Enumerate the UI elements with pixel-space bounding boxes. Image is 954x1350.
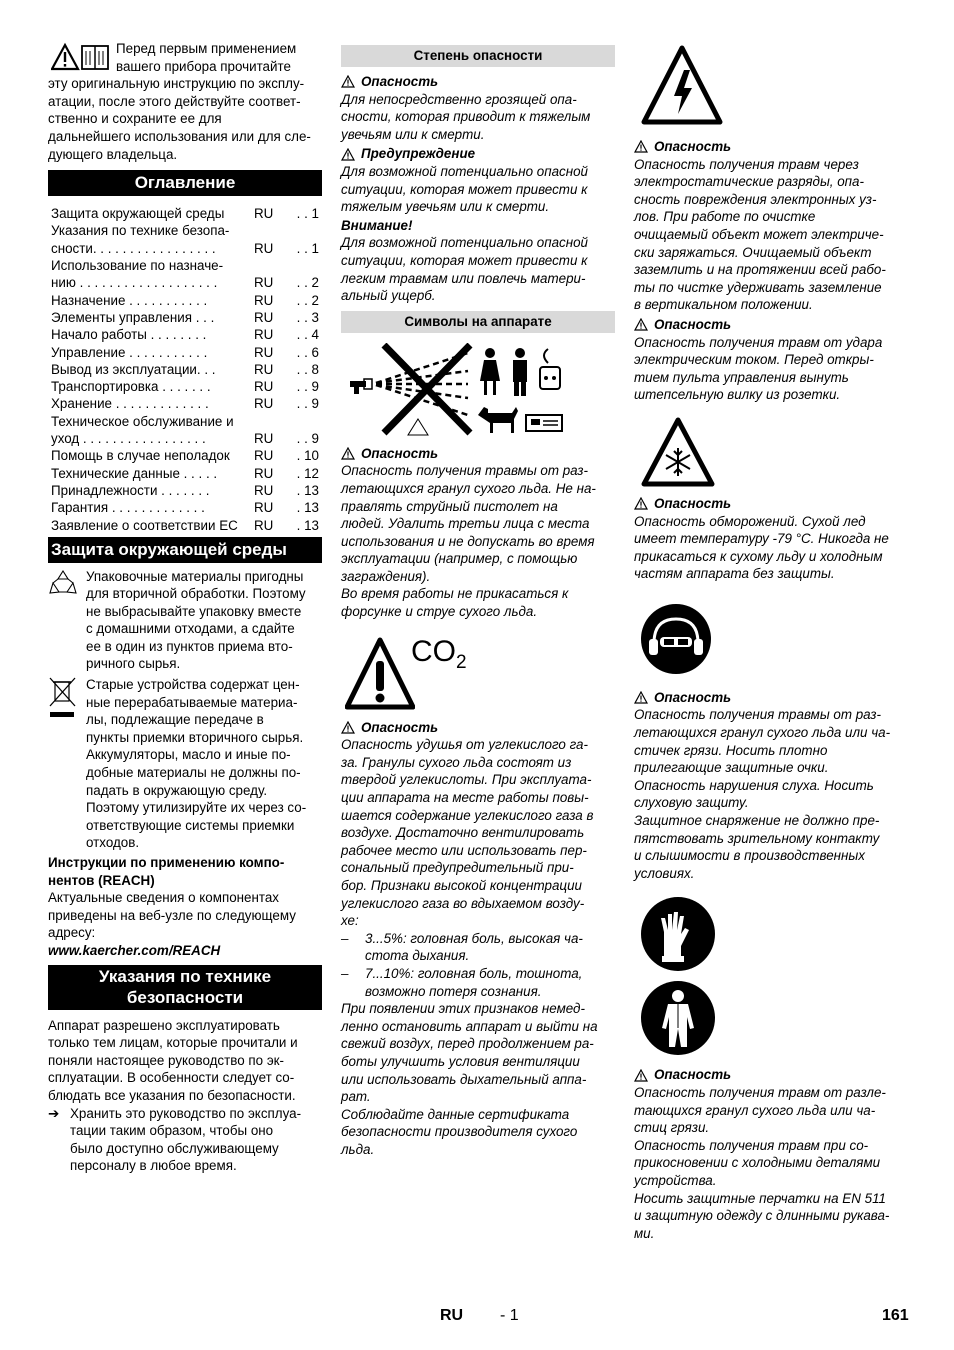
danger-level-item (341, 217, 615, 305)
toc-lang: RU (254, 361, 274, 377)
text-line: устройства. (634, 1172, 717, 1188)
text-line: Актуальные сведения о компонентах (48, 890, 280, 906)
co2-warning-icon (345, 635, 615, 717)
toc-page: . . 9 (296, 379, 319, 395)
toc-row[interactable] (48, 310, 322, 326)
text-line: не выбрасывайте упаковку вместе (86, 603, 302, 619)
text-line: ции аппарата на месте работы повы- (341, 790, 589, 806)
text-line: Старые устройства содержат цен- (86, 677, 300, 693)
text-line: ричного сырья. (86, 656, 181, 672)
toc-title: Начало работы . . . . . . . . (51, 327, 207, 343)
toc-page: . . 2 (296, 275, 319, 291)
toc-title: Техническое обслуживание и (51, 413, 234, 429)
text-line: летающихся гранул сухого льда. Не на- (341, 480, 596, 496)
toc-title: Использование по назначе- (51, 258, 224, 274)
symbol-warning (341, 719, 615, 930)
toc-heading: Оглавление (48, 170, 322, 196)
column-left (48, 40, 322, 1175)
intro-line: вашего прибора прочитайте (116, 58, 291, 74)
warning-label (634, 1066, 910, 1084)
reach-heading: Инструкции по применению компо- (48, 855, 285, 870)
text-line: увечьям или к смерти. (341, 126, 485, 142)
warning-label-text: Опасность (654, 495, 732, 511)
text-line: бор. Признаки высокой концентрации (341, 878, 582, 893)
toc-title: Указания по технике безопа- (51, 223, 230, 239)
text-line: прикасаться к сухому льду и холодным (634, 548, 883, 564)
warning-triangle-icon (341, 721, 355, 734)
warning-label-text: Опасность (654, 1067, 732, 1083)
page-number: 161 (882, 1307, 909, 1324)
toc-page: . 13 (296, 482, 319, 498)
warning-label-text: Предупреждение (361, 146, 476, 162)
warning-label (341, 445, 615, 463)
text-line: Опасность получения травм через (634, 156, 859, 172)
text-line: Опасность удушья от углекислого га- (341, 737, 588, 753)
footer-subpage (500, 1307, 519, 1325)
text-line: рат. (341, 1089, 371, 1105)
toc-title: нию . . . . . . . . . . . . . . . . . . . (51, 275, 218, 291)
text-line: только тем лицам, которые прочитали и (48, 1035, 298, 1051)
toc-lang: RU (254, 465, 274, 481)
reach-heading: нентов (REACH) (48, 872, 155, 888)
warning-label-text: Опасность (361, 719, 439, 735)
weee-block (48, 676, 322, 852)
text-line: и слышимости в производственных (634, 848, 865, 864)
warning-label (341, 719, 615, 737)
text-line: тием пульта управления вынуть (634, 369, 849, 385)
text-line: льда. (341, 1141, 375, 1157)
toc-lang: RU (254, 275, 274, 291)
text-line: ты по чистке удерживать заземление (634, 279, 882, 295)
text-line: в вертикальном положении. (634, 297, 813, 313)
text-line: сплуатации. В особенности следует со- (48, 1070, 295, 1086)
symbol-warning (634, 1066, 910, 1242)
toc-title: уход . . . . . . . . . . . . . . . . . (51, 431, 206, 447)
text-line: Опасность обморожений. Сухой лед (634, 513, 866, 529)
toc-title: Гарантия . . . . . . . . . . . . . (51, 500, 205, 516)
toc-title: Помощь в случае неполадок (51, 448, 230, 464)
warning-label-text: Опасность (654, 139, 732, 154)
text-line: использования и не допускать во время (341, 533, 595, 549)
text-line: блюдать все указания по безопасности. (48, 1087, 296, 1103)
toc-row[interactable] (48, 500, 322, 516)
text-line: заземлить и на протяжении всей рабо- (634, 262, 886, 278)
text-line: Хранить это руководство по эксплуа- (70, 1105, 302, 1121)
toc-row[interactable] (48, 414, 322, 430)
dash-item (341, 965, 615, 1000)
toc-title: Принадлежности . . . . . . . (51, 482, 210, 498)
text-line: ные перерабатываемые материа- (86, 694, 298, 710)
toc-page: . . 2 (296, 292, 319, 308)
text-line: с домашними отходами, а сдайте (86, 621, 295, 637)
intro-line: ственно и сохраните ее для (48, 111, 222, 127)
text-line: тяжелым увечьям или к смерти. (341, 199, 550, 215)
text-line: ситуации, которая может привести к (341, 181, 588, 197)
text-line: поняли настоящее руководство по эк- (48, 1052, 284, 1068)
toc-row[interactable] (48, 241, 322, 257)
text-line: безопасности производителя сухого (341, 1124, 578, 1140)
text-line: электрическим током. Перед откры- (634, 352, 874, 368)
toc-lang: RU (254, 292, 274, 308)
symbol-warning (634, 138, 910, 314)
text-line: или использовать дыхательный аппа- (341, 1071, 587, 1087)
text-line: падать в окружающую среду. (86, 782, 268, 798)
text-line: Поэтому утилизируйте их через со- (86, 800, 307, 816)
text-line: хе: (341, 913, 359, 929)
recycle-block (48, 568, 322, 674)
toc-row[interactable] (48, 275, 322, 291)
protective-clothing-icon (640, 980, 910, 1058)
warning-label-text: Внимание! (341, 217, 413, 233)
text-line: штепсельную вилку из розетки. (634, 387, 841, 403)
column-right (634, 44, 910, 1242)
footer-lang: RU (440, 1307, 464, 1324)
intro-line: атации, после этого действуйте соответ- (48, 93, 301, 109)
co2-subscript: 2 (456, 651, 467, 673)
toc-lang: RU (254, 431, 274, 447)
intro-block (48, 40, 322, 163)
toc-page: . . 4 (296, 327, 319, 343)
text-line: форсунке и струе сухого льда. (341, 604, 538, 620)
safety-heading-line: Указания по технике (98, 966, 272, 986)
toc-lang: RU (254, 327, 274, 343)
text-line: Аппарат разрешено эксплуатировать (48, 1017, 280, 1033)
toc-page: . 13 (296, 517, 319, 533)
danger-level-item (341, 73, 615, 143)
intro-line: эту оригинальную инструкцию по эксплу- (48, 76, 305, 92)
warning-triangle-icon (634, 691, 648, 704)
toc-row[interactable] (48, 223, 322, 239)
toc-list (48, 206, 322, 533)
toc-lang: RU (254, 344, 274, 360)
text-line: ленно остановить аппарат и выйти на (341, 1018, 598, 1034)
text-line: Для возможной потенциально опасной (341, 235, 588, 251)
text-line: добные материалы не должны по- (86, 765, 301, 781)
warning-triangle-icon (634, 318, 648, 331)
toc-page: . . 3 (296, 309, 319, 325)
text-line: Аккумуляторы, масло и иные по- (86, 747, 291, 763)
warning-label (341, 73, 615, 91)
toc-row[interactable] (48, 327, 322, 343)
warning-label (341, 145, 615, 163)
toc-page: . . 8 (296, 361, 319, 377)
column-middle (341, 45, 615, 1159)
warning-triangle-icon (634, 497, 648, 510)
symbols-heading: Символы на аппарате (341, 311, 615, 333)
safety-bullet (48, 1105, 322, 1175)
text-line: Опасность получения травм от разле- (634, 1085, 886, 1100)
toc-lang: RU (254, 396, 274, 412)
gloves-icon (640, 896, 910, 974)
recycle-icon (48, 568, 78, 674)
dash-item (341, 930, 615, 965)
after-text (341, 1000, 615, 1158)
text-line: боты улучшить условия вентиляции (341, 1053, 580, 1069)
text-line: Опасность получения травм при со- (634, 1137, 869, 1153)
warning-label-text: Опасность (654, 316, 732, 332)
toc-page: . . 9 (296, 431, 319, 447)
toc-title: Транспортировка . . . . . . . (51, 379, 211, 395)
toc-page: . 10 (296, 448, 319, 464)
warning-label (634, 495, 910, 513)
footer-subpage-text: - 1 (500, 1307, 519, 1324)
text-line: приведены на веб-узле по следующему (48, 907, 296, 923)
text-line: сность повреждения электронных уз- (634, 191, 877, 207)
toc-page: . 12 (296, 465, 319, 481)
toc-title: Технические данные . . . . . (51, 465, 218, 481)
dash-marker: – (341, 965, 349, 981)
warning-triangle-icon (634, 1069, 648, 1082)
text-line: Соблюдайте данные сертификата (341, 1106, 570, 1122)
text-line: Опасность нарушения слуха. Носить (634, 777, 874, 793)
toc-row[interactable] (48, 345, 322, 361)
safety-heading (48, 965, 322, 1010)
toc-row[interactable] (48, 293, 322, 309)
text-line: Защитное снаряжение не должно пре- (634, 813, 880, 829)
toc-lang: RU (254, 379, 274, 395)
toc-lang: RU (254, 309, 274, 325)
text-line: стиц грязи. (634, 1120, 710, 1136)
text-line: адресу: (48, 925, 96, 941)
text-line: электростатические разряды, опа- (634, 174, 864, 190)
toc-page: . . 1 (296, 240, 319, 256)
danger-levels-heading: Степень опасности (341, 45, 615, 67)
crossed-bin-icon (48, 676, 78, 852)
text-line: ски заряжаться. Очищаемый объект (634, 244, 872, 260)
text-line: частям аппарата без защиты. (634, 566, 835, 582)
text-line: углекислого газа во вдыхаемом возду- (341, 895, 585, 911)
text-line: летающихся гранул сухого льда или ча- (634, 725, 891, 741)
text-line: Опасность получения травмы от раз- (341, 463, 588, 479)
text-line: заграждения). (341, 568, 431, 584)
danger-level-item (341, 145, 615, 215)
goggles-ear-protection-icon (640, 603, 910, 679)
text-line: пятствовать зрительному контакту (634, 830, 880, 846)
toc-lang: RU (254, 517, 274, 533)
text-line: шается содержание углекислого газа в (341, 807, 594, 823)
text-line: правлять струйный пистолет на (341, 498, 558, 514)
text-line: людей. Удалить третьи лица с места (341, 516, 590, 532)
warning-label-text: Опасность (361, 445, 439, 461)
toc-title: Защита окружающей среды (51, 206, 225, 222)
text-line: Для непосредственно грозящей опа- (341, 91, 577, 107)
text-line: легким травмам или повлечь матери- (341, 270, 586, 286)
intro-line: Перед первым применением (116, 41, 297, 56)
intro-line: дальнейшего использования или для сле- (48, 128, 311, 144)
text-line: было доступно обслуживающему (70, 1140, 279, 1156)
warning-triangle-icon (51, 42, 113, 72)
toc-page: . . 1 (296, 206, 319, 222)
warning-label-text: Опасность (361, 74, 439, 89)
text-line: Упаковочные материалы пригодны (86, 568, 304, 584)
text-line: твердой углекислоты. При эксплуата- (341, 772, 592, 788)
text-line: ее в один из пунктов приема вто- (86, 638, 293, 654)
weee-text (86, 676, 306, 852)
toc-lang: RU (254, 240, 274, 256)
text-line: персоналу в любое время. (70, 1158, 237, 1174)
text-line: Для возможной потенциально опасной (341, 163, 588, 179)
warning-label (634, 138, 910, 156)
safety-heading-line: безопасности (126, 987, 244, 1007)
toc-title: Вывод из эксплуатации. . . (51, 361, 216, 377)
text-line: и защитную одежду с длинными рукава- (634, 1208, 890, 1224)
toc-title: сности. . . . . . . . . . . . . . . . . (51, 240, 216, 256)
text-line: тающихся гранул сухого льда или ча- (634, 1102, 876, 1118)
warning-label (634, 689, 910, 707)
toc-row[interactable] (48, 448, 322, 464)
dash-marker: – (341, 930, 349, 946)
text-line: стичек грязи. Носить плотно (634, 742, 828, 758)
text-line: Носить защитные перчатки на EN 511 (634, 1190, 886, 1206)
text-line: свежий воздух, перед продолжением ра- (341, 1036, 594, 1052)
warning-triangle-icon (634, 140, 648, 153)
text-line: воздухе. Достаточно вентилировать (341, 825, 585, 841)
text-line: тации таким образом, чтобы оно (70, 1123, 274, 1139)
text-line: возможно потеря сознания. (365, 983, 542, 999)
co2-text: CO (411, 634, 456, 668)
text-line: условиях. (634, 865, 695, 881)
toc-lang: RU (254, 448, 274, 464)
toc-lang: RU (254, 500, 274, 516)
toc-row[interactable] (48, 379, 322, 395)
text-line: стота дыхания. (365, 948, 470, 964)
intro-icons (51, 42, 113, 72)
warning-triangle-icon (341, 148, 355, 161)
text-line: 3...5%: головная боль, высокая ча- (365, 930, 583, 946)
environment-heading: Защита окружающей среды (48, 537, 322, 563)
toc-row[interactable] (48, 431, 322, 447)
text-line: лы, подлежащие передаче в (86, 712, 264, 728)
toc-title: Заявление о соответствии ЕС (51, 517, 238, 533)
recycle-text (86, 568, 306, 674)
text-line: пункты приемки вторичного сырья. (86, 729, 304, 745)
text-line: слуховую защиту. (634, 795, 749, 811)
warning-triangle-icon (341, 447, 355, 460)
toc-row[interactable] (48, 483, 322, 499)
warning-label (634, 316, 910, 334)
toc-title: Назначение . . . . . . . . . . . (51, 292, 208, 308)
warning-label-text: Опасность (654, 689, 732, 705)
symbol-warning (341, 445, 615, 621)
text-line: для вторичной обработки. Поэтому (86, 586, 306, 602)
safety-text (48, 1017, 322, 1105)
text-line: альный ущерб. (341, 288, 436, 304)
toc-title: Управление . . . . . . . . . . . (51, 344, 208, 360)
text-line: очищаемый объект может электриче- (634, 226, 884, 242)
toc-row[interactable] (48, 258, 322, 274)
text-line: При появлении этих признаков немед- (341, 1001, 585, 1017)
intro-line: дующего владельца. (48, 146, 178, 162)
toc-row[interactable] (48, 518, 322, 534)
text-line: ситуации, которая может привести к (341, 252, 588, 268)
toc-row[interactable] (48, 206, 322, 222)
symbol-warning (634, 495, 910, 583)
warning-triangle-icon (341, 75, 355, 88)
text-line: отходов. (86, 835, 140, 851)
no-spray-at-people-icon (348, 343, 615, 443)
toc-page: . 13 (296, 500, 319, 516)
text-line: прилегающие защитные очки. (634, 760, 829, 776)
toc-lang: RU (254, 482, 274, 498)
text-line: ми. (634, 1225, 655, 1241)
toc-page: . . 6 (296, 344, 319, 360)
text-line: прикосновении с холодными деталями (634, 1155, 881, 1171)
text-line: Во время работы не прикасаться к (341, 586, 569, 602)
text-line: за. Гранулы сухого льда состоят из (341, 754, 572, 770)
text-line: сональный предупредительный при- (341, 860, 574, 876)
toc-title: Элементы управления . . . (51, 309, 215, 325)
symbol-warning (634, 689, 910, 883)
text-line: Опасность получения травмы от раз- (634, 707, 881, 723)
text-line: лов. При работе по очистке (634, 209, 816, 225)
toc-row[interactable] (48, 466, 322, 482)
text-line: эксплуатации (например, с помощью (341, 551, 578, 567)
text-line: ответствующие системы приемки (86, 817, 295, 833)
reach-link[interactable]: www.kaercher.com/REACH (48, 942, 221, 958)
co2-label (411, 635, 467, 680)
text-line: Опасность получения травм от удара (634, 334, 883, 350)
toc-title: Хранение . . . . . . . . . . . . . (51, 396, 209, 412)
toc-row[interactable] (48, 396, 322, 412)
toc-lang: RU (254, 206, 274, 222)
toc-row[interactable] (48, 362, 322, 378)
arrow-icon: ➔ (48, 1105, 60, 1121)
toc-page: . . 9 (296, 396, 319, 412)
text-line: имеет температуру -79 °C. Никогда не (634, 531, 889, 547)
frost-warning-icon (640, 416, 910, 492)
text-line: 7...10%: головная боль, тошнота, (365, 965, 583, 981)
text-line: сности, которая приводит к тяжелым (341, 109, 591, 125)
high-voltage-icon (640, 44, 910, 134)
text-line: рабочее место или использовать пер- (341, 842, 587, 858)
symbol-warning (634, 316, 910, 404)
